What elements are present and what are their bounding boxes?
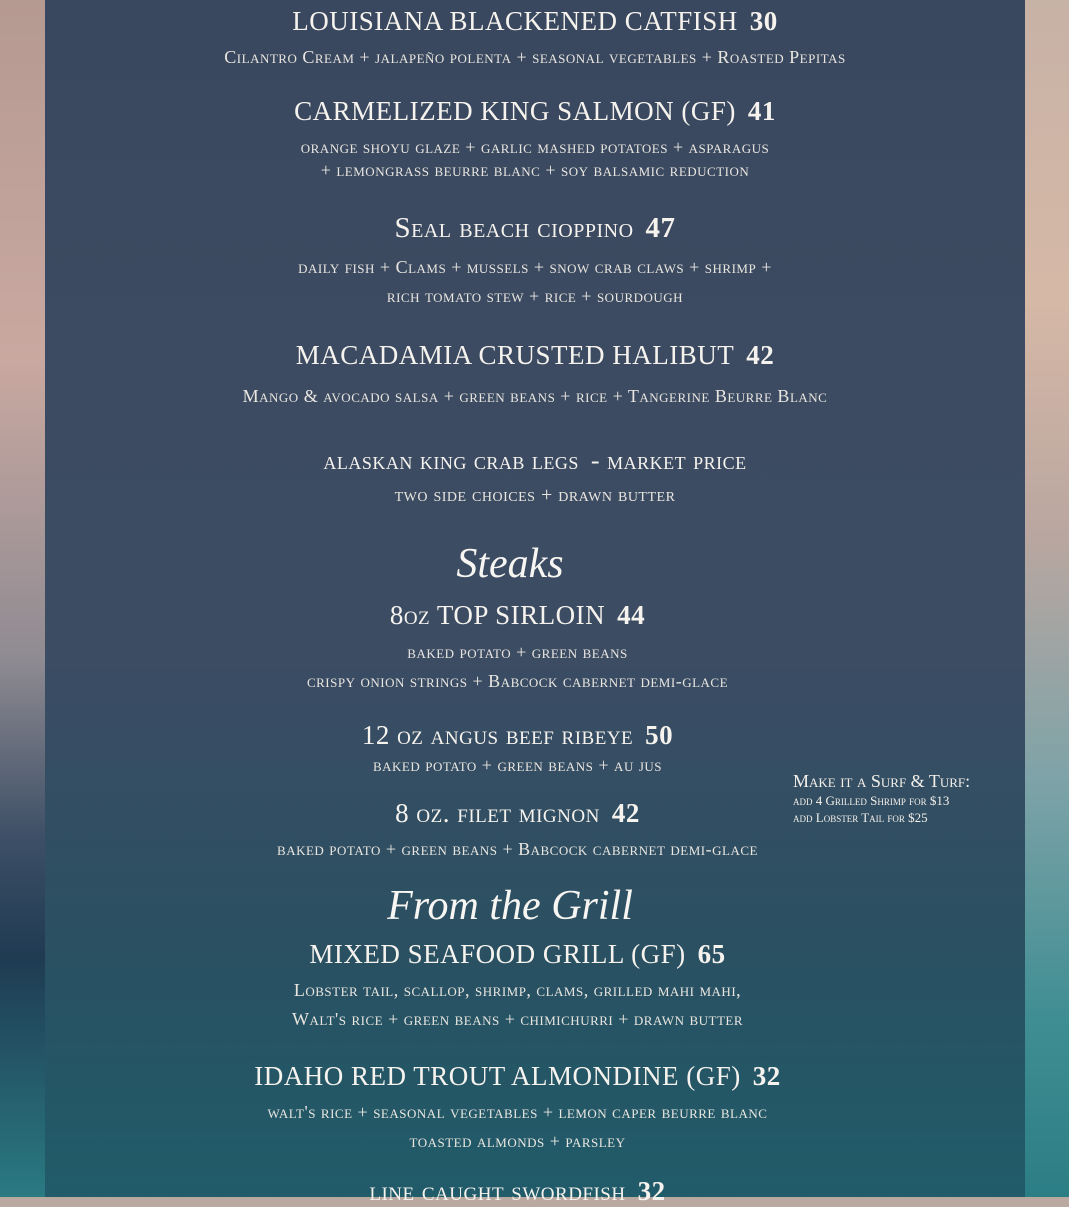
menu-item-title <box>45 340 1025 371</box>
background-right <box>1025 0 1069 1197</box>
surf-turf-shrimp: add 4 Grilled Shrimp for $13 <box>793 793 950 808</box>
item-price: 42 <box>746 340 775 370</box>
menu-item-title <box>45 1176 990 1207</box>
item-price: 44 <box>617 600 646 630</box>
item-price: 32 <box>637 1176 666 1206</box>
item-name: MIXED SEAFOOD GRILL (GF) <box>309 939 686 969</box>
section-title-grill: From the Grill <box>387 883 633 929</box>
surf-turf-note <box>793 770 993 826</box>
item-price: 42 <box>611 798 640 828</box>
item-name: CARMELIZED KING SALMON (GF) <box>294 96 736 126</box>
background-left <box>0 0 45 1197</box>
surf-turf-heading: Make it a Surf & Turf: <box>793 771 971 791</box>
item-description: Mango & avocado salsa + green beans + rice + Tangerine Beurre Blanc <box>242 386 828 406</box>
menu-item-title <box>45 446 1025 476</box>
item-description: baked potato + green beans + au jus <box>372 755 663 775</box>
item-description: baked potato + green beans <box>407 642 628 662</box>
item-description: + lemongrass beurre blanc + soy balsamic reduction <box>320 160 750 180</box>
item-description: crispy onion strings + Babcock cabernet demi-glace <box>306 671 729 691</box>
item-description: walt's rice + seasonal vegetables + lemon caper beurre blanc <box>267 1102 768 1122</box>
item-price: 30 <box>749 6 778 36</box>
menu-item-title <box>45 600 990 631</box>
menu-item-title <box>45 212 1025 245</box>
item-description: daily fish + Clams + mussels + snow crab claws + shrimp + <box>298 257 772 277</box>
menu-item-title <box>45 720 990 751</box>
item-price: 65 <box>697 939 726 969</box>
item-name: 8oz TOP SIRLOIN <box>389 600 606 630</box>
item-price: - market price <box>590 446 747 475</box>
surf-turf-lobster: add Lobster Tail for $25 <box>793 810 928 825</box>
section-title-steaks: Steaks <box>456 541 564 587</box>
item-description: orange shoyu glaze + garlic mashed potatoes + asparagus <box>300 137 770 157</box>
menu-item-title <box>45 1061 990 1092</box>
item-description: Cilantro Cream + jalapeño polenta + seasonal vegetables + Roasted Pepitas <box>224 47 846 67</box>
item-description: toasted almonds + parsley <box>409 1131 626 1151</box>
menu-item-title <box>45 96 1025 127</box>
menu-item-title <box>45 6 1025 37</box>
menu-item-title <box>45 939 990 970</box>
item-description: baked potato + green beans + Babcock cabernet demi-glace <box>277 839 758 859</box>
item-name: LOUISIANA BLACKENED CATFISH <box>292 6 738 36</box>
item-name: Seal beach cioppino <box>394 212 634 244</box>
item-name: IDAHO RED TROUT ALMONDINE (GF) <box>254 1061 741 1091</box>
item-price: 50 <box>645 720 674 750</box>
item-name: 8 oz. filet mignon <box>395 798 600 828</box>
item-name: alaskan king crab legs <box>323 446 579 475</box>
item-price: 32 <box>752 1061 781 1091</box>
item-name: 12 oz angus beef ribeye <box>361 720 634 750</box>
item-description: two side choices + drawn butter <box>394 484 676 506</box>
item-price: 41 <box>747 96 776 126</box>
item-description: rich tomato stew + rice + sourdough <box>386 286 684 306</box>
menu-panel <box>45 0 1025 1206</box>
item-description: Walt's rice + green beans + chimichurri + drawn butter <box>291 1009 744 1029</box>
item-description: Lobster tail, scallop, shrimp, clams, grilled mahi mahi, <box>293 980 742 1000</box>
item-name: line caught swordfish <box>369 1176 626 1206</box>
item-price: 47 <box>645 212 676 244</box>
item-name: MACADAMIA CRUSTED HALIBUT <box>295 340 735 370</box>
